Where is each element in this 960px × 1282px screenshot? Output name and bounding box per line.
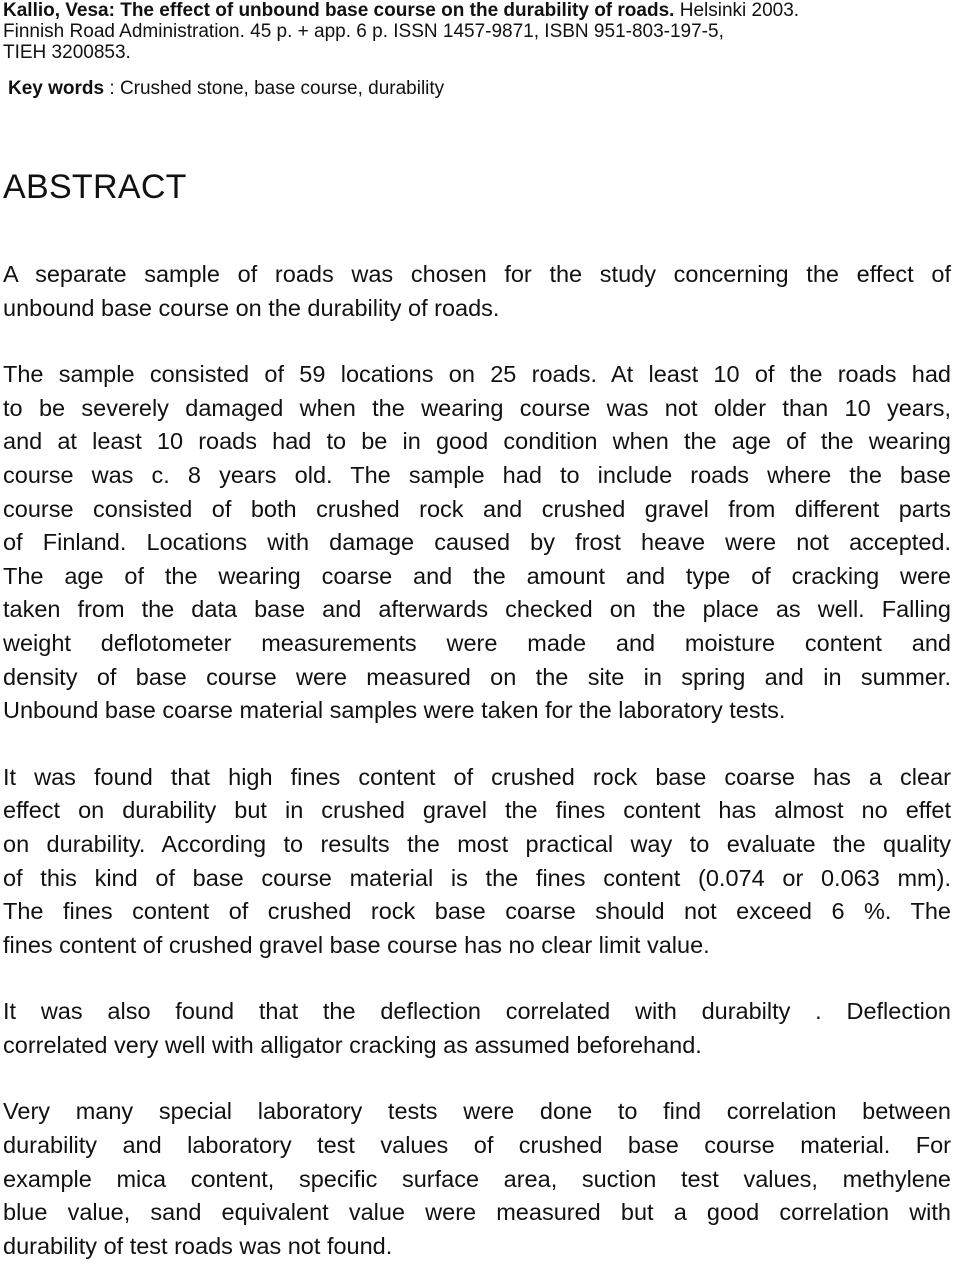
- abstract-paragraph-4: [3, 995, 951, 1062]
- paragraph-line: Very many special laboratory tests were done to find correlation between: [3, 1098, 951, 1125]
- paragraph-line: of this kind of base course material is the fines content (0.074 or 0.063 mm).: [3, 864, 951, 891]
- paragraph-line: on durability. According to results the most practical way to evaluate the quality: [3, 830, 951, 857]
- citation-line-1: [3, 0, 951, 21]
- paragraph-line: blue value, sand equivalent value were measured but a good correlation with: [3, 1199, 951, 1226]
- abstract-paragraph-3: [3, 761, 951, 963]
- paragraph-line: fines content of crushed gravel base course has no clear limit value.: [3, 931, 710, 958]
- citation-line-2: Finnish Road Administration. 45 p. + app. 6 p. ISSN 1457-9871, ISBN 951-803-197-5,: [3, 21, 724, 42]
- paragraph-line: to be severely damaged when the wearing course was not older than 10 years,: [3, 394, 951, 421]
- paragraph-line: durability of test roads was not found.: [3, 1232, 393, 1259]
- paragraph-line: The fines content of crushed rock base coarse should not exceed 6 %. The: [3, 898, 951, 925]
- paragraph-line: of Finland. Locations with damage caused by frost heave were not accepted.: [3, 529, 951, 556]
- keywords-label: Key words: [8, 78, 105, 99]
- citation-author-title: Kallio, Vesa: The effect of unbound base course on the durability of roads.: [3, 0, 675, 21]
- paragraph-line: effect on durability but in crushed gravel the fines content has almost no effet: [3, 797, 951, 824]
- paragraph-line: course was c. 8 years old. The sample had to include roads where the base: [3, 461, 951, 488]
- citation-line-3: TIEH 3200853.: [3, 42, 131, 63]
- paragraph-line: It was found that high fines content of crushed rock base coarse has a clear: [3, 763, 951, 790]
- citation-block: [3, 0, 951, 63]
- paragraph-line: correlated very well with alligator cracking as assumed beforehand.: [3, 1031, 702, 1058]
- keywords-line: [8, 78, 951, 100]
- paragraph-line: The sample consisted of 59 locations on 25 roads. At least 10 of the roads had: [3, 361, 951, 388]
- abstract-paragraph-1: [3, 258, 951, 325]
- paragraph-line: It was also found that the deflection correlated with durabilty . Deflection: [3, 998, 951, 1025]
- paragraph-line: unbound base course on the durability of roads.: [3, 294, 500, 321]
- citation-place-year: Helsinki 2003.: [679, 0, 800, 21]
- paragraph-line: Unbound base coarse material samples were taken for the laboratory tests.: [3, 697, 786, 724]
- abstract-heading: ABSTRACT: [3, 168, 187, 206]
- paragraph-line: durability and laboratory test values of crushed base course material. For: [3, 1132, 951, 1159]
- paragraph-line: course consisted of both crushed rock and crushed gravel from different parts: [3, 495, 951, 522]
- paragraph-line: taken from the data base and afterwards checked on the place as well. Falling: [3, 596, 951, 623]
- paragraph-line: example mica content, specific surface area, suction test values, methylene: [3, 1165, 951, 1192]
- paragraph-line: and at least 10 roads had to be in good condition when the age of the wearing: [3, 428, 951, 455]
- keywords-separator: :: [104, 78, 120, 99]
- paragraph-line: density of base course were measured on the site in spring and in summer.: [3, 663, 951, 690]
- document-page: [3, 0, 951, 1263]
- abstract-paragraph-5: [3, 1095, 951, 1263]
- paragraph-line: weight deflotometer measurements were made and moisture content and: [3, 629, 951, 656]
- abstract-paragraph-2: [3, 358, 951, 728]
- keywords-value: Crushed stone, base course, durability: [119, 78, 445, 99]
- paragraph-line: The age of the wearing coarse and the amount and type of cracking were: [3, 562, 951, 589]
- paragraph-line: A separate sample of roads was chosen for the study concerning the effect of: [3, 261, 951, 287]
